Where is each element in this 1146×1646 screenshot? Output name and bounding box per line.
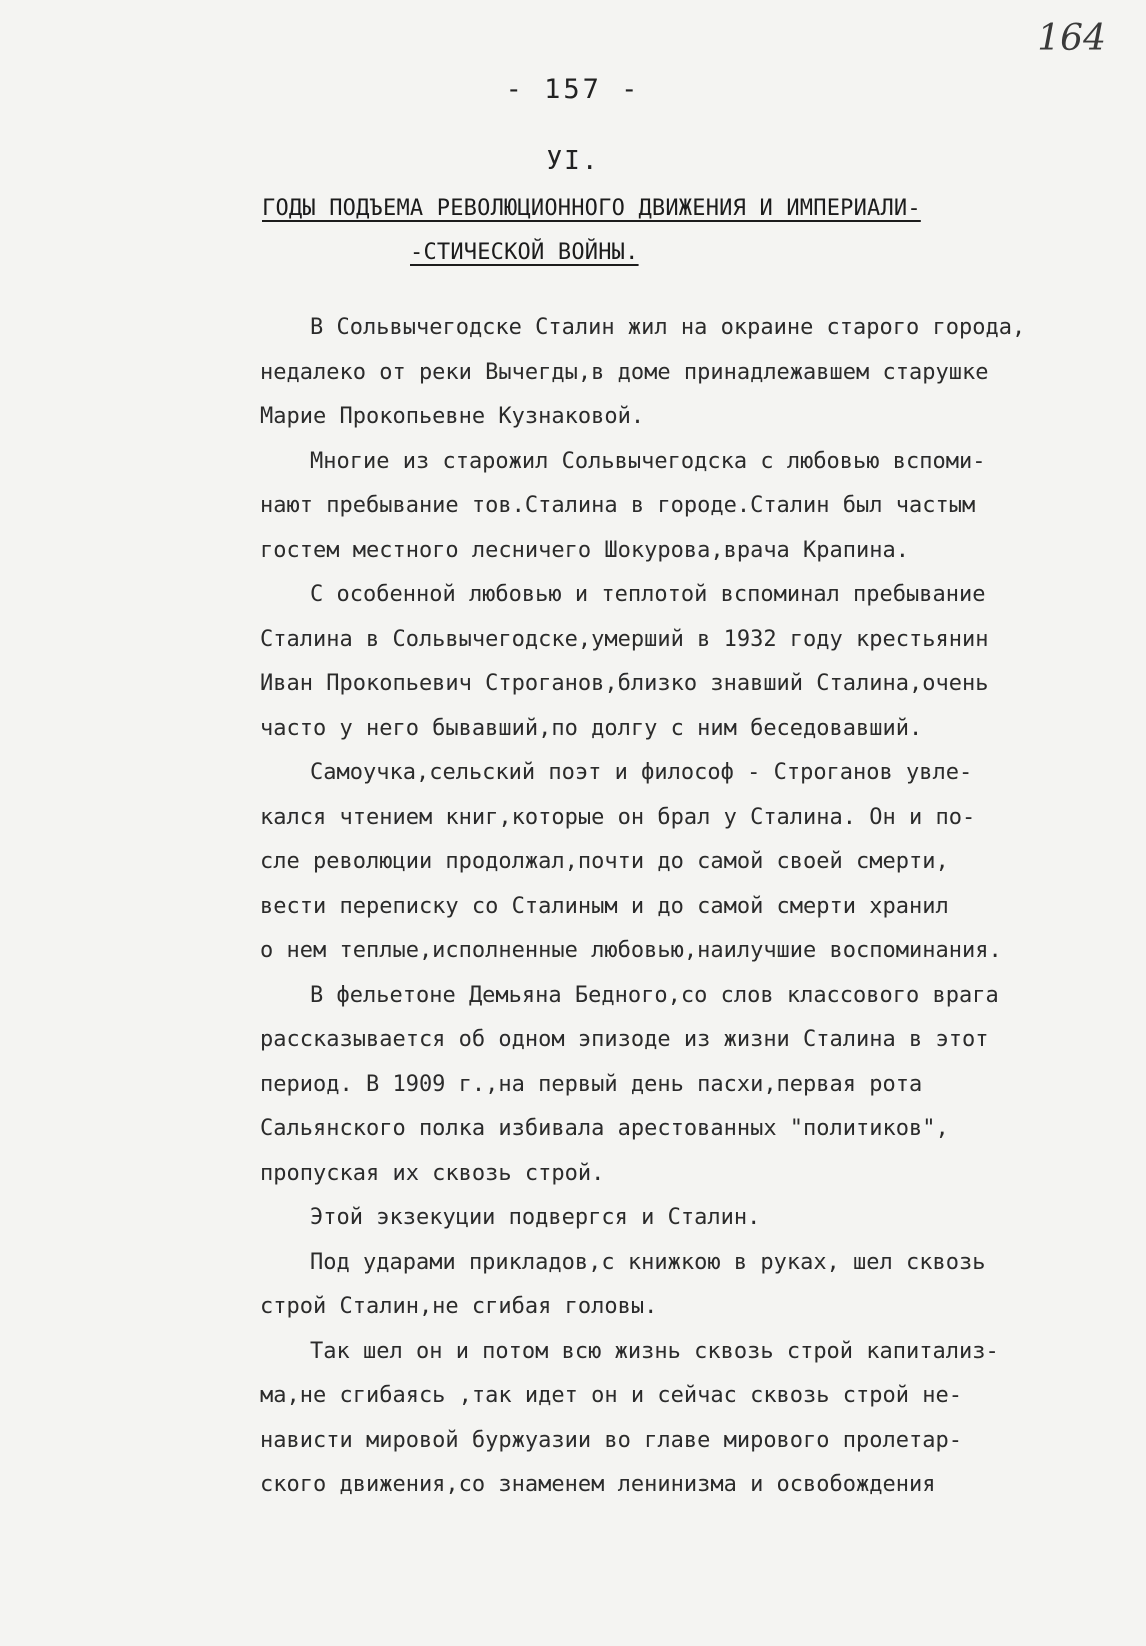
text-line: Самоучка,сельский поэт и философ - Строганов увле- [310,760,973,785]
text-line: рассказывается об одном эпизоде из жизни Сталина в этот [260,1027,989,1052]
text-line: Этой экзекуции подвергся и Сталин. [310,1205,761,1230]
text-line: вести переписку со Сталиным и до самой смерти хранил [260,893,949,919]
text-line: ма,не сгибаясь ,так идет он и сейчас сквозь строй не- [260,1383,962,1408]
page-number: - 157 - [505,74,641,105]
text-line: период. В 1909 г.,на первый день пасхи,первая рота [260,1071,923,1097]
text-line: Иван Прокопьевич Строганов,близко знавший Сталина,очень [260,671,989,696]
text-line: гостем местного лесничего Шокурова,врача Крапина. [260,537,910,563]
text-line: Под ударами прикладов,с книжкою в руках, шел сквозь [310,1249,986,1275]
text-line: строй Сталин,не сгибая головы. [260,1294,658,1319]
body-text [260,306,1120,1508]
text-line: кался чтением книг,которые он брал у Сталина. Он и по- [260,804,976,830]
text-line: С особенной любовью и теплотой вспоминал пребывание [310,582,986,607]
text-line: ского движения,со знаменем ленинизма и освобождения [260,1472,936,1497]
text-line: недалеко от реки Вычегды,в доме принадлежавшем старушке [260,359,989,385]
text-line: В фельетоне Демьяна Бедного,со слов классового врага [310,982,999,1008]
archive-number: 164 [1037,18,1106,59]
text-line: часто у него бывавший,по долгу с ним беседовавший. [260,715,923,741]
text-line: сле революции продолжал,почти до самой своей смерти, [260,849,949,874]
chapter-heading-line-2: -СТИЧЕСКОЙ ВОЙНЫ. [410,240,639,265]
text-line: нависти мировой буржуазии во главе мирового пролетар- [260,1427,962,1453]
text-line: В Сольвычегодске Сталин жил на окраине старого города, [310,315,1026,340]
chapter-heading-line-1: ГОДЫ ПОДЪЕМА РЕВОЛЮЦИОННОГО ДВИЖЕНИЯ И ИМПЕРИАЛИ- [262,196,921,221]
text-line: Многие из старожил Сольвычегодска с любовью вспоми- [310,448,986,474]
text-line: о нем теплые,исполненные любовью,наилучшие воспоминания. [260,938,1002,963]
text-line: Сталина в Сольвычегодске,умерший в 1932 году крестьянин [260,626,989,652]
text-line: Так шел он и потом всю жизнь сквозь строй капитализ- [310,1338,999,1364]
section-number: УI. [546,146,600,176]
text-line: пропуская их сквозь строй. [260,1160,605,1186]
text-line: нают пребывание тов.Сталина в городе.Сталин был частым [260,493,976,518]
text-line: Сальянского полка избивала арестованных "политиков", [260,1116,949,1141]
text-line: Марие Прокопьевне Кузнаковой. [260,404,645,429]
